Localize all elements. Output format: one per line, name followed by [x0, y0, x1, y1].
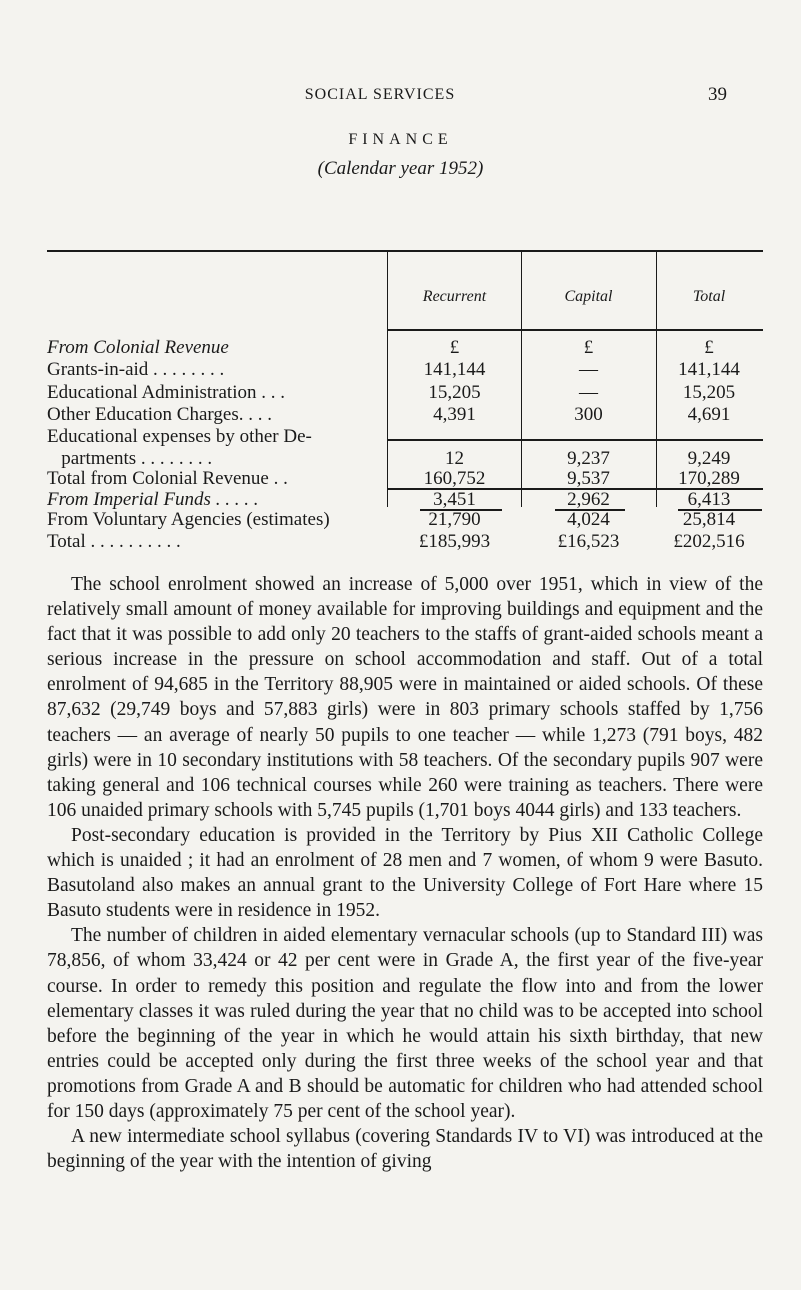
row-label: Educational expenses by other De-	[47, 426, 312, 447]
row-label: partments . . . . . . . .	[47, 448, 213, 469]
cell-capital: £16,523	[557, 531, 620, 552]
cell-recurrent: 3,451	[433, 489, 476, 510]
header-bottom-rule	[388, 329, 763, 331]
cell-capital: 4,024	[567, 509, 610, 530]
row-label: Educational Administration . . .	[47, 382, 285, 403]
paragraph: A new intermediate school syllabus (covering Standards IV to VI) was introduced at the beginning of the year with the intention of giving	[47, 1126, 763, 1173]
cell-recurrent: 15,205	[428, 382, 481, 403]
cell-total: 15,205	[682, 382, 736, 403]
section-subtitle: (Calendar year 1952)	[317, 158, 484, 179]
cell-recurrent: 12	[445, 448, 464, 469]
body-text	[47, 572, 763, 1174]
row-label: Grants-in-aid . . . . . . . .	[47, 359, 225, 380]
cell-capital: £	[583, 337, 594, 358]
cell-recurrent: £185,993	[418, 531, 491, 552]
cell-total: 170,289	[678, 468, 740, 489]
column-header-recurrent: Recurrent	[422, 288, 487, 305]
cell-capital: —	[579, 382, 598, 403]
cell-total: 4,691	[687, 404, 731, 425]
cell-total: 25,814	[682, 509, 736, 530]
cell-recurrent: 141,144	[423, 359, 486, 380]
cell-recurrent: £	[449, 337, 460, 358]
cell-recurrent: 160,752	[423, 468, 486, 489]
row-label: From Imperial Funds . . . . .	[47, 489, 259, 510]
subtotal-rule	[388, 439, 763, 441]
paragraph: Post-secondary education is provided in the Territory by Pius XII Catholic College which is unaided ; it had an enrolment of 28 men and 7 women, of whom 9 were Basuto. Basutoland also makes an annual grant to the University College of Fort Hare where 15 Basuto students were in residence in 1952.	[47, 824, 763, 922]
row-label: Total . . . . . . . . . .	[47, 531, 181, 552]
cell-capital: 9,537	[567, 468, 610, 489]
section-title: FINANCE	[348, 131, 453, 148]
cell-total: 141,144	[678, 359, 740, 380]
row-label: Other Education Charges. . . .	[47, 404, 272, 425]
paragraph: The school enrolment showed an increase of 5,000 over 1951, which in view of the relatively small amount of money available for improving buildings and equipment and the fact that it was possible to add only 20 teachers to the staffs of grant-aided schools meant a serious increase in the pressure on school accommodation and staff. Out of a total enrolment of 94,685 in the Territory 88,905 were in maintained or aided schools. Of these 87,632 (29,749 boys and 57,883 girls) were in 803 primary schools staffed by 1,756 teachers — an average of nearly 50 pupils to one teacher — while 1,273 (791 boys, 482 girls) were in 10 secondary institutions with 58 teachers. Of the secondary pupils 907 were taking general and 106 technical courses while 260 were training as teachers. There were 106 unaided primary schools with 5,745 pupils (1,701 boys 4044 girls) and 133 teachers.	[47, 574, 763, 821]
cell-total: £	[704, 337, 714, 358]
cell-recurrent: 4,391	[433, 404, 476, 425]
cell-total: 6,413	[687, 489, 731, 510]
row-label: From Colonial Revenue	[47, 337, 229, 358]
cell-capital: —	[579, 359, 598, 380]
cell-total: £202,516	[673, 531, 745, 552]
column-header-total: Total	[692, 288, 726, 305]
paragraph: The number of children in aided elementary vernacular schools (up to Standard III) was 78,856, of whom 33,424 or 42 per cent were in Grade A, the first year of the five-year course. In order to remedy this position and regulate the flow into and from the lower elementary classes it was ruled during the year that no child was to be accepted into school before the beginning of the year in which he would attain his sixth birthday, that new entries could be accepted only during the first three weeks of the school year and that promotions from Grade A and B should be automatic for children who had attended school for 150 days (approximately 75 per cent of the school year).	[47, 925, 763, 1122]
row-label: Total from Colonial Revenue . .	[47, 468, 288, 489]
cell-recurrent: 21,790	[428, 509, 481, 530]
cell-capital: 2,962	[567, 489, 610, 510]
running-header-title: SOCIAL SERVICES	[304, 86, 456, 103]
row-label: From Voluntary Agencies (estimates)	[47, 509, 330, 530]
page-number: 39	[708, 84, 727, 105]
cell-capital: 9,237	[567, 448, 610, 469]
column-header-capital: Capital	[564, 288, 613, 305]
cell-capital: 300	[574, 404, 603, 425]
cell-total: 9,249	[687, 448, 731, 469]
